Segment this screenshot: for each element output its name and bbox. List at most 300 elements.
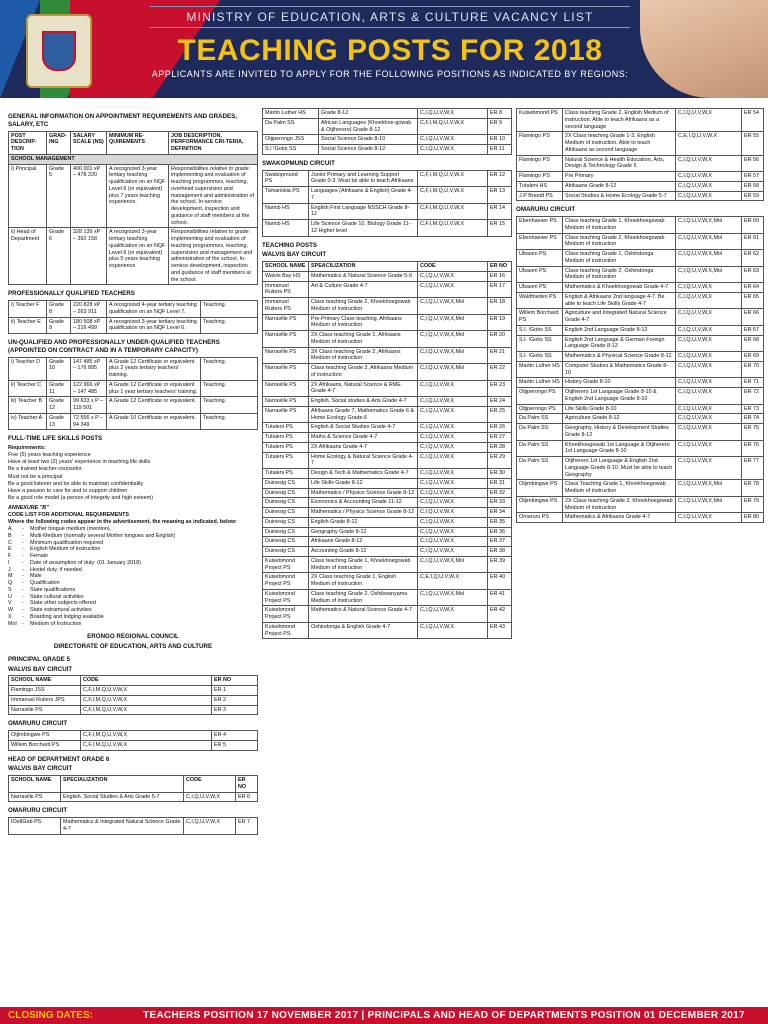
table-row: [263, 469, 512, 479]
table-cell: ER 80: [742, 513, 764, 523]
column-middle: [262, 108, 512, 639]
table-cell: Ubasen PS: [517, 266, 563, 283]
table-cell: ER 1: [212, 686, 258, 696]
code-key: S: [8, 586, 12, 593]
table-cell: Martin Luther HS: [263, 109, 319, 119]
requirement-item: Have a passion to care for and to support children: [8, 487, 128, 494]
omaruru-heading: OMARURU CIRCUIT: [516, 206, 576, 214]
requirement-item: Be a good listener and be able to maintain confidentiality: [8, 480, 144, 487]
table-cell: Grade 5: [47, 164, 71, 228]
table-cell: Mathematics & Natural Science Grade 4-7: [309, 606, 418, 623]
table-cell: ER 42: [488, 606, 512, 623]
table-cell: iii) Teacher B: [9, 397, 47, 414]
table-cell: S.I !Gobs SS: [263, 145, 319, 155]
table-row: [517, 292, 764, 309]
table-cell: C,I,Q,U,V,W,X: [418, 508, 488, 518]
table-cell: Duinesig CS: [263, 517, 309, 527]
table-cell: C,E,I,Q,U,V,W,X: [418, 573, 488, 590]
table-row: [263, 380, 512, 397]
table-cell: ER 70: [742, 361, 764, 378]
table-cell: History Grade 8-10: [563, 378, 676, 388]
table-cell: C,I,Q,U,V,W,X,Mol: [418, 331, 488, 348]
table-cell: Waldfrieden PS: [517, 292, 563, 309]
table-cell: ER 17: [488, 281, 512, 298]
table-row: [263, 517, 512, 527]
table-cell: Narraville PS: [9, 705, 81, 715]
table-cell: Class Teaching Grade 1, Khoekhoegowab Medium of instruction: [563, 480, 676, 497]
code-separator: -: [22, 613, 24, 620]
table-cell: C,I,Q,U,V,W,X: [184, 792, 236, 802]
code-key: E: [8, 546, 12, 553]
table-cell: ER 66: [742, 309, 764, 326]
table-row: [517, 233, 764, 250]
table-cell: C,I,Q,U,V,W,X,Mol: [418, 556, 488, 573]
table-cell: ER 16: [488, 271, 512, 281]
table-row: [517, 513, 764, 523]
table-cell: Computer Studies & Mathematics Grade 8-10: [563, 361, 676, 378]
column-header: CODE: [81, 676, 212, 686]
table-cell: Otjimbingwe PS: [9, 731, 81, 741]
table-cell: C,I,Q,U,V,W,X: [676, 378, 742, 388]
table-row: [517, 181, 764, 191]
table-cell: ER 71: [742, 378, 764, 388]
table-cell: Flamingo PS: [517, 172, 563, 182]
table-row: [263, 145, 512, 155]
hod-table-omaruru: [8, 817, 258, 835]
table-row: [263, 397, 512, 407]
table-cell: Teaching.: [201, 317, 258, 334]
column-header: MINIMUM RE-QUIREMENTS: [107, 131, 169, 154]
table-cell: ER 37: [488, 537, 512, 547]
table-cell: Swakopmund PS: [263, 170, 309, 187]
hod-region2: OMARURU CIRCUIT: [8, 807, 68, 815]
table-cell: C,F,I,M,Q,U,V,W,X: [418, 118, 488, 135]
code-key: X: [8, 613, 12, 620]
table-row: [9, 818, 258, 835]
table-row: [9, 695, 258, 705]
table-cell: ER 77: [742, 457, 764, 480]
code-item: [8, 567, 258, 574]
table-cell: ER 64: [742, 283, 764, 293]
table-cell: IOeiIGab PS: [9, 818, 61, 835]
table-cell: Martin Luther HS: [517, 378, 563, 388]
table-cell: Maths & Science Grade 4-7: [309, 433, 418, 443]
table-cell: Kuisebmond PS: [517, 109, 563, 132]
code-meaning: Female: [30, 553, 48, 560]
table-cell: ER 33: [488, 498, 512, 508]
table-cell: African Languages (Khoekhoe-gowab & Otjiherero) Grade 8-12: [319, 118, 418, 135]
table-row: [263, 406, 512, 423]
principal-table: [8, 675, 258, 715]
table-cell: Grade 11: [47, 380, 71, 397]
table-cell: C,I,Q,U,V,W,X: [676, 191, 742, 201]
table-cell: Flamingo PS: [517, 132, 563, 155]
table-cell: ER 3: [212, 705, 258, 715]
table-cell: Da Palm SS: [517, 414, 563, 424]
ministry-title: MINISTRY OF EDUCATION, ARTS & CULTURE VACANCY LIST: [186, 10, 594, 24]
code-separator: -: [22, 593, 24, 600]
table-cell: C,I,Q,U,V,W,X: [418, 517, 488, 527]
table-cell: Narraville PS: [263, 397, 309, 407]
table-row: [517, 325, 764, 335]
table-cell: C,I,Q,U,V,W,X,Mol: [676, 480, 742, 497]
code-item: [8, 607, 258, 614]
table-cell: C,I,Q,U,V,W,X: [418, 622, 488, 639]
table-cell: Mathematics & Khoekhoegowab Grade 4-7: [563, 283, 676, 293]
table-cell: Tutaleni PS: [263, 442, 309, 452]
table-row: [517, 109, 764, 132]
table-cell: ER 8: [488, 109, 512, 119]
table-cell: C,I,Q,U,V,W,X: [418, 488, 488, 498]
table-cell: ER 63: [742, 266, 764, 283]
table-row: [517, 335, 764, 352]
column-header: SCHOOL NAME: [9, 676, 81, 686]
table-row: [263, 271, 512, 281]
code-meaning: State qualifications: [30, 586, 76, 593]
table-cell: C,I,Q,U,V,W,X: [418, 271, 488, 281]
page-title: TEACHING POSTS FOR 2018: [177, 34, 603, 67]
table-row: [263, 508, 512, 518]
table-cell: Accounting Grade 8-12: [309, 547, 418, 557]
table-cell: Da Palm SS: [263, 118, 319, 135]
table-cell: Tutaleni PS: [263, 423, 309, 433]
table-cell: ER 22: [488, 364, 512, 381]
table-cell: Kuisebmond Project PS: [263, 589, 309, 606]
table-cell: Da Palm SS: [517, 457, 563, 480]
table-cell: ER 67: [742, 325, 764, 335]
teaching-wb-table: [262, 261, 512, 639]
table-cell: A Grade 12 Certificate or equivalent plus 1 year tertiary teachers' training.: [107, 380, 201, 397]
table-cell: ER 36: [488, 527, 512, 537]
table-cell: Grade 9: [47, 317, 71, 334]
table-cell: ER 18: [488, 298, 512, 315]
table-cell: ER 21: [488, 347, 512, 364]
table-cell: C,I,Q,U,V,W,X: [676, 109, 742, 132]
table-cell: ER 5: [212, 740, 258, 750]
table-row: [263, 547, 512, 557]
table-cell: Duinesig CS: [263, 488, 309, 498]
requirement-item: Must not be a principal: [8, 473, 63, 480]
code-meaning: Boarding and lodging available: [30, 613, 104, 620]
table-cell: ER 68: [742, 335, 764, 352]
table-cell: Otjiherero 1st Language & English 2nd Language Grade 8-10. Must be able to teach Geography: [563, 457, 676, 480]
table-cell: Narraville PS: [263, 314, 309, 331]
table-cell: ER 30: [488, 469, 512, 479]
table-cell: 122 966 xP – 147 485: [71, 380, 107, 397]
table-cell: Narraville PS: [263, 347, 309, 364]
table-cell: i) Teacher F: [9, 301, 47, 318]
table-cell: Otjiperongo PS: [517, 404, 563, 414]
table-cell: Mathematics & Afrikaans Grade 4-7: [563, 513, 676, 523]
teaching-region: WALVIS BAY CIRCUIT: [262, 251, 327, 259]
code-separator: -: [22, 566, 24, 573]
table-cell: Grade 8-12: [319, 109, 418, 119]
table-row: [517, 250, 764, 267]
table-row: [263, 442, 512, 452]
table-cell: ER 59: [742, 191, 764, 201]
table-cell: Class teaching Grade 2, Khoekhoegowab Medium of instruction: [563, 233, 676, 250]
table-row: [517, 457, 764, 480]
table-cell: Mathematics / Physics Science Grade 8-12: [309, 488, 418, 498]
swakop-hod-heading: SWAKOPMUND CIRCUIT: [262, 159, 335, 167]
table-cell: 180 508 xP – 216 499: [71, 317, 107, 334]
table-cell: C,I,Q,U,V,W,X,Mol: [676, 250, 742, 267]
table-row: [517, 283, 764, 293]
table-row: [517, 388, 764, 405]
table-cell: Design & Tech & Mathematics Grade 4-7: [309, 469, 418, 479]
table-cell: C,I,Q,U,V,W,X: [418, 452, 488, 469]
table-cell: ER 24: [488, 397, 512, 407]
table-cell: Class teaching Grade 1, Khoekhoegowab Medium of instruction: [563, 217, 676, 234]
unqualified-heading: UN-QUALIFIED AND PROFESSIONALLY UNDER-QUALIFIED TEACHERS (APPOINTED ON CONTRACT AND IN A TEMPORARY CAPACITY): [8, 339, 220, 354]
code-item: [8, 533, 258, 540]
table-cell: Mathematics & Natural Science Grade 5-9: [309, 271, 418, 281]
table-cell: ii) Teacher C: [9, 380, 47, 397]
table-cell: Duinesig CS: [263, 527, 309, 537]
school-mgmt-label: SCHOOL MANAGEMENT: [9, 154, 258, 164]
table-cell: 2X Class teaching Grade 1-3, English Medium of instruction. Able to teach Afrikaans as second language: [563, 132, 676, 155]
table-row: [263, 281, 512, 298]
table-cell: ER 65: [742, 292, 764, 309]
header-rule-top: [150, 6, 630, 7]
column-header: ER NO: [212, 676, 258, 686]
code-key: I: [8, 559, 10, 566]
table-row: [263, 187, 512, 204]
table-cell: English 2nd Language & German Foreign Language Grade 8-12: [563, 335, 676, 352]
table-cell: ER 54: [742, 109, 764, 132]
table-cell: ER 28: [488, 442, 512, 452]
table-cell: Life Skills Grade 8-12: [309, 478, 418, 488]
table-cell: Oshindonga & English Grade 4-7: [309, 622, 418, 639]
code-key: Q: [8, 580, 13, 587]
table-row: [263, 527, 512, 537]
code-item: [8, 546, 258, 553]
erongo-line2: DIRECTORATE OF EDUCATION, ARTS AND CULTURE: [53, 643, 213, 651]
table-cell: A Grade 12 Certificate or equivalent plus 2 years tertiary teachers' training.: [107, 357, 201, 380]
table-row: [9, 317, 258, 334]
table-cell: ER 43: [488, 622, 512, 639]
table-cell: A recognized 3-year tertiary teaching qualification on an NQF Level 6.: [107, 317, 201, 334]
column-header: ER NO: [236, 776, 258, 793]
table-row: [517, 480, 764, 497]
table-cell: C,I,Q,U,V,W,X: [676, 388, 742, 405]
column-header: SPECIALIZATION: [61, 776, 184, 793]
table-cell: S.I. !Gobs SS: [517, 325, 563, 335]
column-header: POST DESCRIP-TION: [9, 131, 47, 154]
code-separator: -: [22, 559, 24, 566]
code-item: [8, 614, 258, 621]
table-cell: C,I,Q,U,V,W,X: [418, 135, 488, 145]
table-cell: C,F,I,M,Q,U,V,W,X: [81, 740, 212, 750]
code-key: Mol: [8, 620, 17, 627]
table-cell: Class teaching Grade 2, Oshikwanyama Medium of instruction: [309, 589, 418, 606]
table-cell: ER 15: [488, 220, 512, 237]
table-row: [517, 266, 764, 283]
table-cell: Namib HS: [263, 203, 309, 220]
table-cell: Afrikaans Grade 8-12: [563, 181, 676, 191]
table-cell: Kuisebmond Project PS: [263, 622, 309, 639]
table-row: [263, 433, 512, 443]
table-cell: ER 75: [742, 424, 764, 441]
table-cell: ii) Head of Department: [9, 228, 47, 285]
table-cell: Ubasen PS: [517, 283, 563, 293]
closing-dates-bar: [0, 1007, 768, 1024]
hod-cont-table: [262, 108, 512, 155]
table-cell: 2X Class teaching Grade 1, English Medium of instruction: [309, 573, 418, 590]
table-cell: C,I,Q,U,V,W,X: [418, 469, 488, 479]
table-cell: ER 57: [742, 172, 764, 182]
table-cell: Martin Luther HS: [517, 361, 563, 378]
code-separator: -: [22, 553, 24, 560]
table-cell: Otjiherero 1st Language Grade 8-10 & English 2nd Language Grade 8-10: [563, 388, 676, 405]
table-cell: Geography Grade 8-12: [309, 527, 418, 537]
column-header: SALARY SCALE (NS): [71, 131, 107, 154]
table-cell: Flamingo JSS: [9, 686, 81, 696]
table-cell: C,F,I,M,Q,U,V,W,X: [418, 220, 488, 237]
table-cell: Class teaching Grade 3, Afrikaans Medium of instruction: [309, 364, 418, 381]
table-cell: Immanuel Ruiters PS: [263, 298, 309, 315]
header-banner: [0, 0, 768, 98]
table-cell: Tutaleni PS: [263, 469, 309, 479]
table-cell: C,F,I,M,Q,U,V,W,X: [81, 695, 212, 705]
table-row: [263, 498, 512, 508]
table-cell: Agriculture Grade 8-12: [563, 414, 676, 424]
code-separator: -: [22, 546, 24, 553]
code-meaning: Minimum qualification required: [30, 539, 104, 546]
table-cell: C,I,Q,U,V,W,X,Mol: [676, 496, 742, 513]
table-cell: Tutaleni PS: [263, 433, 309, 443]
column-header: SPEACILIZATION: [309, 262, 418, 272]
table-cell: A recognized 3-year tertiary teaching qualification on an NQF Level 6 (or equivalent) plus 7 years teaching experience.: [107, 164, 169, 228]
table-cell: ER 32: [488, 488, 512, 498]
code-meaning: Multi-Medium (normally several Mother tongues and English): [30, 532, 176, 539]
table-cell: Social Studies & Home Ecology Grade 5-7: [563, 191, 676, 201]
hand-chalk-illustration: [640, 0, 768, 98]
requirement-item: Five (5) years teaching experience: [8, 452, 91, 459]
table-cell: C,I,Q,U,V,W,X,Mol: [418, 298, 488, 315]
table-cell: S.I. !Gobs SS: [517, 335, 563, 352]
code-key: V: [8, 600, 12, 607]
table-row: [517, 132, 764, 155]
table-cell: Teaching.: [201, 357, 258, 380]
column-header: SCHOOL NAME: [9, 776, 61, 793]
erongo-line1: ERONGO REGIONAL COUNCIL: [87, 633, 179, 641]
table-cell: Mathematics & Integrated Natural Science Grade 4-7: [61, 818, 184, 835]
table-cell: 2X Afrikaans Grade 4-7: [309, 442, 418, 452]
code-item: [8, 580, 258, 587]
table-cell: Grade 8: [47, 301, 71, 318]
table-cell: C,F,I,M,Q,U,V,W,X: [418, 170, 488, 187]
code-meaning: Hostel duty, if needed: [30, 566, 82, 573]
code-key: M: [8, 573, 13, 580]
table-cell: Home Ecology & Natural Science Grade 4-7: [309, 452, 418, 469]
table-cell: C,I,Q,U,V,W,X: [676, 457, 742, 480]
table-cell: ER 12: [488, 170, 512, 187]
principal-region: WALVIS BAY CIRCUIT: [8, 665, 73, 673]
coat-of-arms-icon: [26, 14, 92, 88]
code-separator: -: [22, 573, 24, 580]
table-cell: Namib HS: [263, 220, 309, 237]
table-cell: Otjimbingwe PS: [517, 496, 563, 513]
table-cell: Narraville PS: [263, 406, 309, 423]
table-cell: Grade 12: [47, 397, 71, 414]
table-cell: 2X Afrikaans, Natural Science & RME Grade 4-7: [309, 380, 418, 397]
table-cell: S.I. !Gobs SS: [517, 352, 563, 362]
hod-region: WALVIS BAY CIRCUIT: [8, 765, 73, 773]
code-separator: -: [22, 580, 24, 587]
table-cell: Pre Primary: [563, 172, 676, 182]
table-cell: C,I,Q,U,V,W,X: [676, 325, 742, 335]
table-cell: 328 139 xP – 392 158: [71, 228, 107, 285]
table-cell: Mathematics / Physics Science Grade 8-12: [309, 508, 418, 518]
qualified-table: [8, 300, 258, 334]
table-cell: Agriculture and Integrated Natural Science Grade 4-7: [563, 309, 676, 326]
table-cell: Teaching.: [201, 397, 258, 414]
annexure-label: ANNEXURE "B": [8, 504, 49, 511]
table-cell: ER 79: [742, 496, 764, 513]
table-cell: ii) Teacher E: [9, 317, 47, 334]
table-row: [517, 404, 764, 414]
code-key: B: [8, 532, 12, 539]
table-row: [263, 109, 512, 119]
requirement-item: Have at least two (2) years' experience in teaching life skills: [8, 459, 151, 466]
code-item: [8, 573, 258, 580]
table-cell: Class teaching Grade 1, Khoekhoegowab Medium of instruction: [309, 556, 418, 573]
table-row: [263, 331, 512, 348]
closing-dates-label: CLOSING DATES:: [8, 1010, 93, 1021]
table-cell: A recognized 4-year tertiary teaching qualification on an NQF Level 7.: [107, 301, 201, 318]
table-cell: C,I,Q,U,V,W,X: [418, 109, 488, 119]
code-item: [8, 587, 258, 594]
table-cell: Tamariskia PS: [263, 187, 309, 204]
table-cell: C,F,I,M,Q,U,V,W,X: [81, 705, 212, 715]
table-cell: ER 11: [488, 145, 512, 155]
table-row: [263, 537, 512, 547]
table-cell: ER 61: [742, 233, 764, 250]
table-cell: C,I,Q,U,V,W,X: [676, 440, 742, 457]
table-cell: English 2nd Language Grade 8-12: [563, 325, 676, 335]
table-cell: ER 31: [488, 478, 512, 488]
table-cell: C,I,Q,U,V,W,X: [676, 352, 742, 362]
table-cell: Narraville PS: [263, 331, 309, 348]
code-meaning: Medium of Instruction: [30, 620, 82, 627]
table-cell: iv) Teacher A: [9, 413, 47, 430]
table-row: [9, 731, 258, 741]
table-row: [9, 397, 258, 414]
hod-table: [8, 775, 258, 802]
table-cell: ER 20: [488, 331, 512, 348]
table-cell: ER 29: [488, 452, 512, 469]
table-cell: Willem Borchard PS: [517, 309, 563, 326]
table-cell: 3X Class teaching Grade 2, Afrikaans Medium of instruction: [309, 347, 418, 364]
table-cell: C,I,Q,U,V,W,X: [418, 397, 488, 407]
table-cell: Junior Primary and Learning Support Grade 0-3. Must be able to teach Afrikaans: [309, 170, 418, 187]
table-cell: ER 10: [488, 135, 512, 145]
code-key: W: [8, 607, 14, 614]
code-item: [8, 600, 258, 607]
table-cell: Kuisebmond Project PS: [263, 606, 309, 623]
table-cell: ER 27: [488, 433, 512, 443]
principal-region2: OMARURU CIRCUIT: [8, 720, 68, 728]
table-cell: ER 23: [488, 380, 512, 397]
table-cell: J.P Brandt PS: [517, 191, 563, 201]
table-cell: Duinesig CS: [263, 547, 309, 557]
table-cell: Duinesig CS: [263, 478, 309, 488]
annexure-heading: CODE LIST FOR ADDITIONAL REQUIREMENTS: [8, 511, 129, 518]
table-cell: Teaching.: [201, 301, 258, 318]
fulltime-heading: FULL-TIME LIFE SKILLS POSTS: [8, 435, 103, 443]
table-row: [9, 686, 258, 696]
